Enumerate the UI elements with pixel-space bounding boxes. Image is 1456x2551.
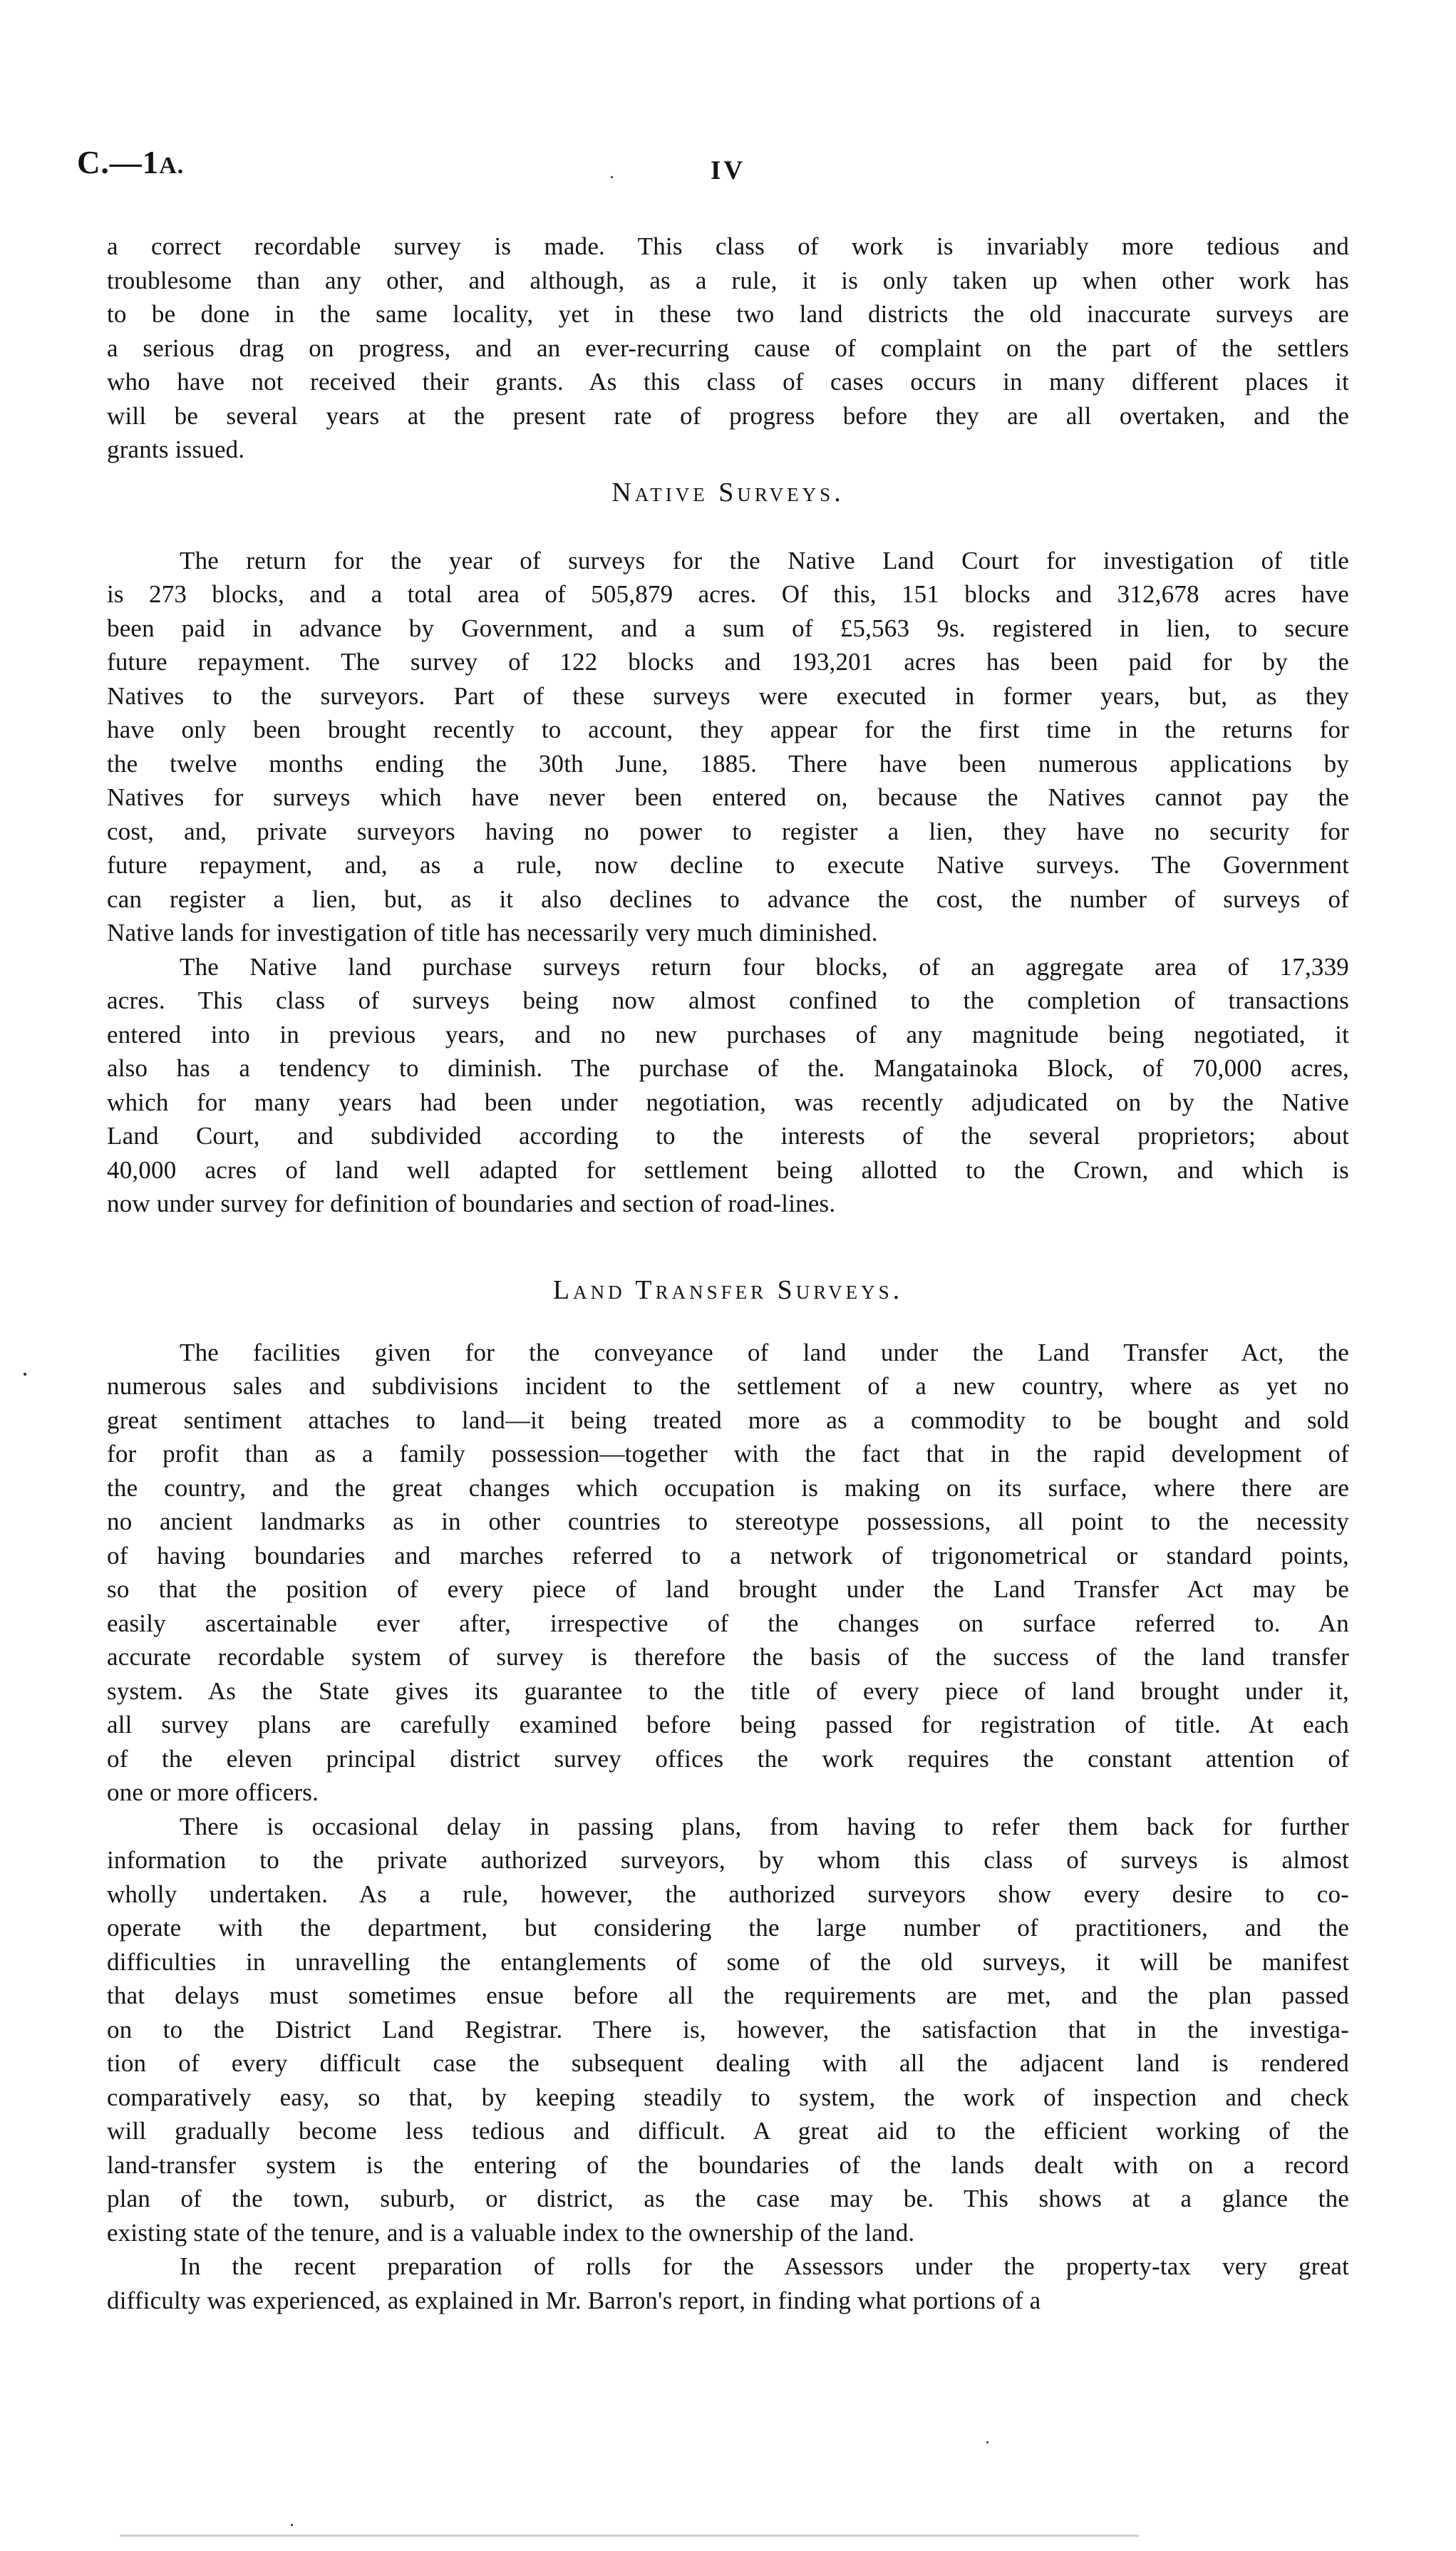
text-line: will be several years at the present rate of progress before they are all overtaken, and the — [107, 401, 1349, 430]
text-line: difficulty was experienced, as explained in Mr. Barron's report, in finding what portions of a — [107, 2286, 1041, 2314]
paragraph — [107, 544, 1349, 950]
text-line: system. As the State gives its guarantee to the title of every piece of land brought under it, — [107, 1676, 1349, 1705]
text-line: existing state of the tenure, and is a valuable index to the ownership of the land. — [107, 2218, 915, 2247]
text-line: of having boundaries and marches referred to a network of trigonometrical or standard points, — [107, 1541, 1349, 1570]
text-line: land-transfer system is the entering of the boundaries of the lands dealt with on a record — [107, 2150, 1349, 2179]
text-line: for profit than as a family possession—together with the fact that in the rapid development of — [107, 1440, 1349, 1468]
scan-speckle — [986, 2441, 988, 2443]
text-column — [107, 230, 1349, 2317]
text-line: In the recent preparation of rolls for the Assessors under the property-tax very great — [180, 2252, 1349, 2280]
text-line: numerous sales and subdivisions incident to the settlement of a new country, where as yet no — [107, 1372, 1349, 1400]
text-line: information to the private authorized surveyors, by whom this class of surveys is almost — [107, 1846, 1349, 1874]
text-line: of the eleven principal district survey offices the work requires the constant attention of — [107, 1744, 1349, 1773]
scan-speckle — [291, 2524, 293, 2526]
text-line: great sentiment attaches to land—it being treated more as a commodity to be bought and sold — [107, 1406, 1349, 1434]
paragraph — [107, 2249, 1349, 2317]
text-line: also has a tendency to diminish. The purchase of the. Mangatainoka Block, of 70,000 acres, — [107, 1054, 1349, 1082]
text-line: Native lands for investigation of title has necessarily very much diminished. — [107, 919, 878, 947]
section-heading: Native Surveys. — [611, 477, 845, 507]
text-line: operate with the department, but considering the large number of practitioners, and the — [107, 1914, 1349, 1942]
text-line: a serious drag on progress, and an ever-recurring cause of complaint on the part of the settlers — [107, 334, 1349, 362]
section-heading: Land Transfer Surveys. — [552, 1274, 904, 1305]
text-line: Natives to the surveyors. Part of these surveys were executed in former years, but, as they — [107, 681, 1349, 710]
paragraph — [107, 1336, 1349, 1810]
paragraph — [107, 1810, 1349, 2250]
text-line: cost, and, private surveyors having no power to register a lien, they have no security for — [107, 817, 1349, 845]
text-line: which for many years had been under negotiation, was recently adjudicated on by the Native — [107, 1088, 1349, 1116]
scan-edge-line — [120, 2535, 1139, 2537]
text-line: all survey plans are carefully examined before being passed for registration of title. At each — [107, 1711, 1349, 1738]
text-line: that delays must sometimes ensue before all the requirements are met, and the plan passed — [107, 1981, 1349, 2009]
text-line: a correct recordable survey is made. This class of work is invariably more tedious and — [107, 232, 1349, 260]
text-line: who have not received their grants. As this class of cases occurs in many different places it — [107, 368, 1349, 396]
text-line: comparatively easy, so that, by keeping steadily to system, the work of inspection and check — [107, 2083, 1349, 2111]
text-line: accurate recordable system of survey is therefore the basis of the success of the land transfer — [107, 1643, 1349, 1671]
text-line: have only been brought recently to account, they appear for the first time in the returns for — [107, 716, 1349, 743]
text-line: There is occasional delay in passing plans, from having to refer them back for further — [180, 1812, 1349, 1840]
text-line: future repayment, and, as a rule, now decline to execute Native surveys. The Government — [107, 851, 1349, 879]
text-line: difficulties in unravelling the entanglements of some of the old surveys, it will be manifest — [107, 1947, 1349, 1976]
text-line: Natives for surveys which have never been entered on, because the Natives cannot pay the — [107, 783, 1349, 811]
text-line: so that the position of every piece of land brought under the Land Transfer Act may be — [107, 1575, 1349, 1603]
text-line: entered into in previous years, and no new purchases of any magnitude being negotiated, it — [107, 1020, 1349, 1048]
text-line: Land Court, and subdivided according to the interests of the several proprietors; about — [107, 1122, 1349, 1150]
text-line: will gradually become less tedious and difficult. A great aid to the efficient working of the — [107, 2117, 1349, 2145]
text-line: The return for the year of surveys for the Native Land Court for investigation of title — [180, 546, 1349, 574]
text-line: no ancient landmarks as in other countries to stereotype possessions, all point to the necessity — [107, 1508, 1349, 1535]
text-line: one or more officers. — [107, 1778, 319, 1806]
text-line: plan of the town, suburb, or district, as the case may be. This shows at a glance the — [107, 2185, 1349, 2212]
text-line: acres. This class of surveys being now almost confined to the completion of transactions — [107, 986, 1349, 1014]
paragraph — [107, 230, 1349, 467]
paragraph — [107, 950, 1349, 1221]
text-line: the country, and the great changes which occupation is making on its surface, where there are — [107, 1473, 1349, 1502]
text-line: on to the District Land Registrar. There is, however, the satisfaction that in the investiga- — [107, 2015, 1349, 2044]
text-line: now under survey for definition of boundaries and section of road-lines. — [107, 1190, 836, 1217]
scan-speckle — [611, 176, 613, 178]
text-line: future repayment. The survey of 122 blocks and 193,201 acres has been paid for by the — [107, 648, 1349, 676]
text-line: is 273 blocks, and a total area of 505,879 acres. Of this, 151 blocks and 312,678 acres have — [107, 580, 1349, 608]
text-line: The Native land purchase surveys return four blocks, of an aggregate area of 17,339 — [180, 952, 1349, 981]
text-line: The facilities given for the conveyance of land under the Land Transfer Act, the — [180, 1338, 1349, 1366]
text-line: tion of every difficult case the subsequent dealing with all the adjacent land is rendered — [107, 2049, 1349, 2077]
scan-speckle — [24, 1373, 26, 1376]
doc-reference-main: C.—1 — [77, 145, 160, 180]
text-line: 40,000 acres of land well adapted for settlement being allotted to the Crown, and which is — [107, 1155, 1349, 1184]
text-line: been paid in advance by Government, and a sum of £5,563 9s. registered in lien, to secure — [107, 614, 1349, 642]
text-line: the twelve months ending the 30th June, 1885. There have been numerous applications by — [107, 749, 1349, 778]
text-line: wholly undertaken. As a rule, however, the authorized surveyors show every desire to co- — [107, 1880, 1349, 1908]
text-line: grants issued. — [107, 436, 245, 463]
text-line: troublesome than any other, and although, as a rule, it is only taken up when other work has — [107, 266, 1349, 294]
text-line: can register a lien, but, as it also declines to advance the cost, the number of surveys of — [107, 885, 1349, 913]
text-line: to be done in the same locality, yet in these two land districts the old inaccurate surveys are — [107, 300, 1349, 328]
page-number: IV — [710, 156, 746, 185]
doc-reference-smallcap: A. — [159, 153, 185, 179]
text-line: easily ascertainable ever after, irrespective of the changes on surface referred to. An — [107, 1609, 1349, 1637]
